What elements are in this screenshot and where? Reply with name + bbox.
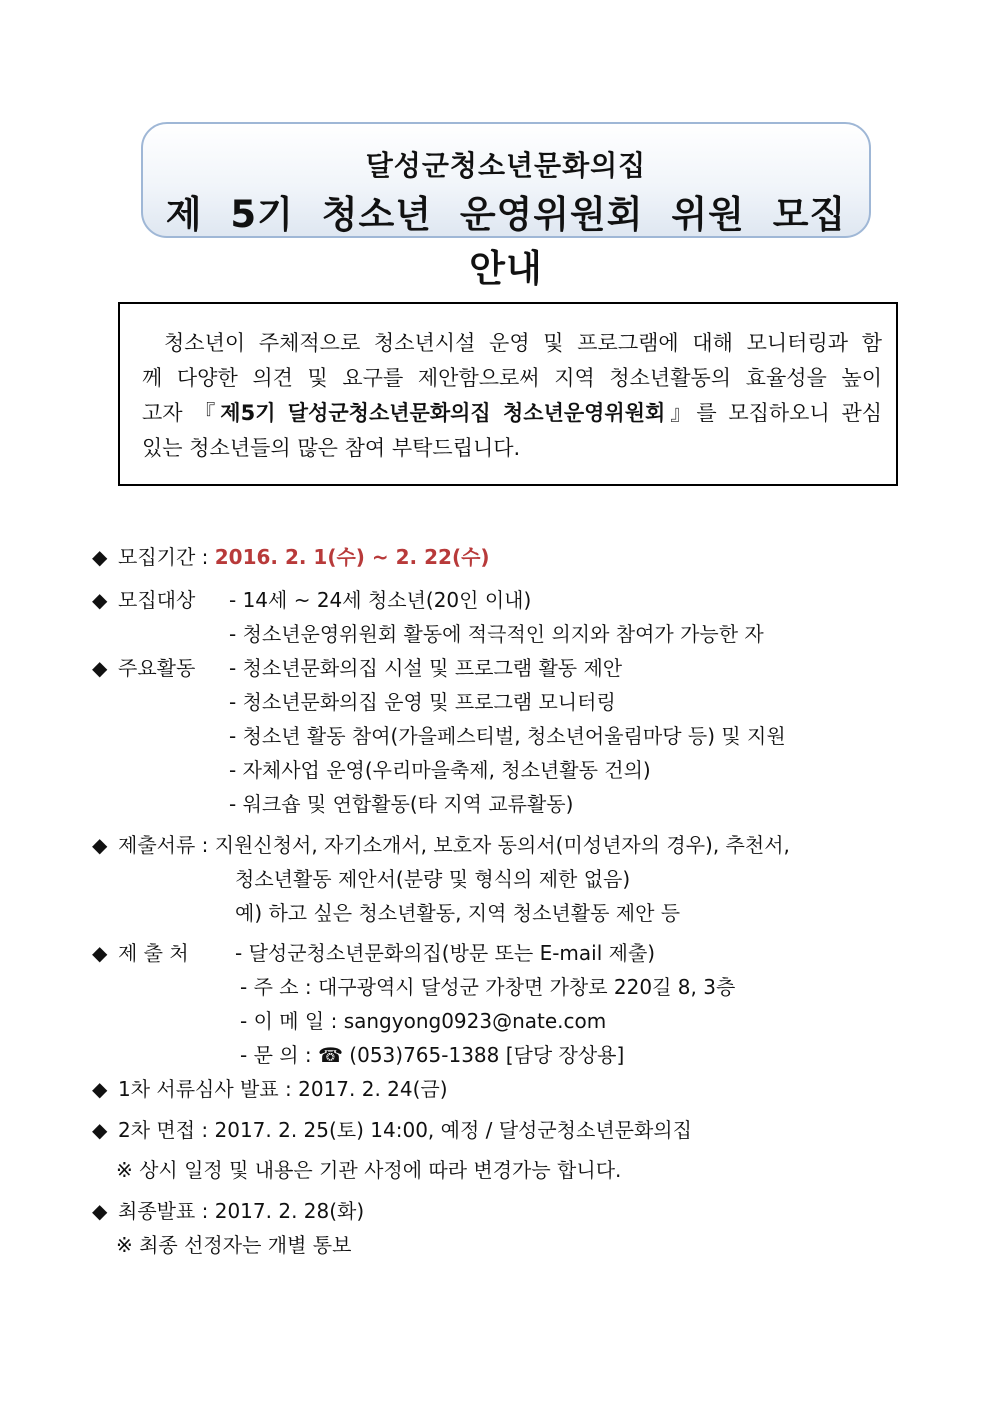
diamond-bullet-icon: ◆ (92, 1118, 108, 1142)
diamond-bullet-icon: ◆ (92, 656, 108, 680)
intro-line-3: 고자 『제5기 달성군청소년문화의집 청소년운영위원회』를 모집하오니 관심 (142, 401, 883, 425)
final-row (92, 1198, 364, 1224)
program-name: 제5기 달성군청소년문화의집 청소년운영위원회 (220, 401, 666, 425)
first-review-row (92, 1076, 448, 1102)
target-item-2: - 청소년운영위원회 활동에 적극적인 의지와 참여가 가능한 자 (229, 622, 764, 646)
page-title: 제 5기 청소년 운영위원회 위원 모집 안내 (165, 193, 847, 290)
diamond-bullet-icon: ◆ (92, 1199, 108, 1223)
diamond-bullet-icon: ◆ (92, 545, 108, 569)
activity-item-4: - 자체사업 운영(우리마을축제, 청소년활동 건의) (229, 758, 651, 782)
final-notice: ※ 최종 선정자는 개별 통보 (116, 1233, 352, 1257)
target-item-1: - 14세 ~ 24세 청소년(20인 이내) (229, 588, 532, 612)
intro-line-1: 청소년이 주체적으로 청소년시설 운영 및 프로그램에 대해 모니터링과 함 (164, 331, 882, 355)
title-box (141, 122, 871, 290)
documents-line-1: 지원신청서, 자기소개서, 보호자 동의서(미성년자의 경우), 추천서, (214, 833, 790, 857)
final-text: 최종발표 : 2017. 2. 28(화) (118, 1199, 365, 1223)
activity-item-3: - 청소년 활동 참여(가을페스티벌, 청소년어울림마당 등) 및 지원 (229, 724, 786, 748)
first-review-text: 1차 서류심사 발표 : 2017. 2. 24(금) (118, 1077, 448, 1101)
period-value: 2016. 2. 1(수) ~ 2. 22(수) (214, 545, 490, 569)
activities-label: 주요활동 (118, 656, 196, 680)
activities-row (92, 655, 195, 681)
activity-item-5: - 워크숍 및 연합활동(타 지역 교류활동) (229, 792, 574, 816)
diamond-bullet-icon: ◆ (92, 1077, 108, 1101)
target-label: 모집대상 (118, 588, 196, 612)
documents-label: 제출서류 : (118, 833, 215, 857)
intro-box (118, 302, 898, 486)
target-row (92, 587, 195, 613)
submit-email: - 이 메 일 : sangyong0923@nate.com (240, 1009, 607, 1033)
documents-row (92, 832, 790, 858)
second-interview-row (92, 1117, 692, 1143)
submit-phone: - 문 의 : ☎ (053)765-1388 [담당 장상용] (240, 1043, 625, 1067)
diamond-bullet-icon: ◆ (92, 833, 108, 857)
activity-item-2: - 청소년문화의집 운영 및 프로그램 모니터링 (229, 690, 616, 714)
submit-label: 제 출 처 (118, 941, 189, 965)
diamond-bullet-icon: ◆ (92, 941, 108, 965)
activity-item-1: - 청소년문화의집 시설 및 프로그램 활동 제안 (229, 656, 623, 680)
intro-line-2: 께 다양한 의견 및 요구를 제안함으로써 지역 청소년활동의 효율성을 높이 (142, 366, 882, 390)
second-interview-text: 2차 면접 : 2017. 2. 25(토) 14:00, 예정 / 달성군청소년문화의집 (118, 1118, 692, 1142)
documents-line-3: 예) 하고 싶은 청소년활동, 지역 청소년활동 제안 등 (235, 901, 681, 925)
submit-row (92, 940, 189, 966)
documents-line-2: 청소년활동 제안서(분량 및 형식의 제한 없음) (235, 867, 631, 891)
schedule-notice: ※ 상시 일정 및 내용은 기관 사정에 따라 변경가능 합니다. (116, 1158, 622, 1182)
diamond-bullet-icon: ◆ (92, 588, 108, 612)
org-name: 달성군청소년문화의집 (365, 149, 647, 182)
submit-address: - 주 소 : 대구광역시 달성군 가창면 가창로 220길 8, 3층 (240, 975, 736, 999)
intro-line-4: 있는 청소년들의 많은 참여 부탁드립니다. (142, 436, 521, 460)
period-row (92, 544, 490, 570)
submit-line-1: - 달성군청소년문화의집(방문 또는 E-mail 제출) (235, 941, 656, 965)
period-label: 모집기간 : (118, 545, 215, 569)
